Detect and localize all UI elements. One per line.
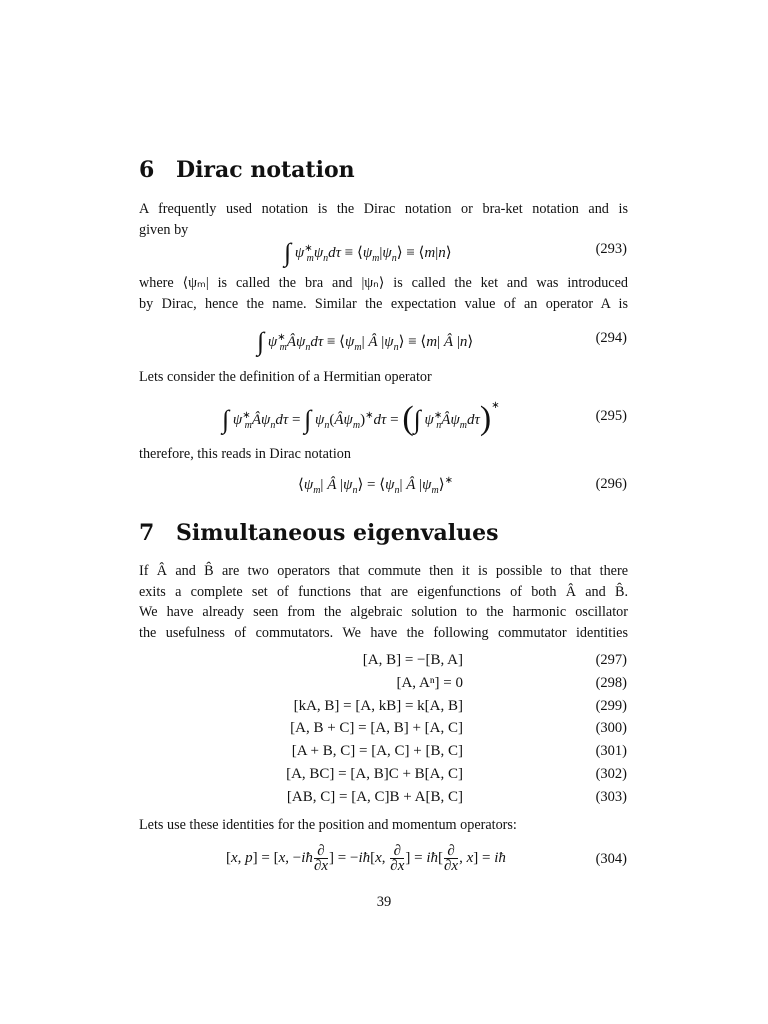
- equation-number: (302): [595, 765, 627, 782]
- equation-295: ∫ $\psi^∗_mÂ\psi_nd\tau$ = ∫ $\psi_n(Â\psi_m)^∗d\tau$ = (∫ $\psi^∗_nÂ\psi_md\tau)^∗$: [222, 400, 500, 437]
- equation-number: (297): [595, 652, 627, 668]
- text-line: Lets use these identities for the position and momentum operators:: [139, 817, 517, 833]
- identity-302: [A, BC] = [A, B]C + B[A, C]: [286, 765, 463, 782]
- section-title: Simultaneous eigenvalues: [176, 520, 499, 546]
- equation-number: (304): [595, 851, 627, 867]
- text-line: A frequently used notation is the Dirac notation or bra-ket notation and is: [139, 201, 628, 217]
- text-line: If Â and B̂ are two operators that commute then it is possible to that there: [139, 563, 628, 579]
- equation-number: (293): [595, 241, 627, 257]
- text-line: where ⟨ψₘ| is called the bra and |ψₙ⟩ is called the ket and was introduced: [139, 275, 628, 291]
- identity-297: [A, B] = −[B, A]: [362, 652, 463, 668]
- section-title: Dirac notation: [176, 157, 355, 183]
- page-number: 39: [376, 894, 392, 910]
- identity-301: [A + B, C] = [A, C] + [B, C]: [291, 743, 463, 760]
- section-heading-simultaneous-eigenvalues: [139, 520, 499, 546]
- equation-number: (299): [595, 697, 627, 714]
- paragraph-bra-ket: [139, 273, 628, 314]
- equation-294: ∫ $\psi^∗_mÂ\psi_nd\tau$ ≡ $⟨\psi_m|$ Â $|\psi_n⟩$ ≡ ⟨m| Â |n⟩: [257, 327, 474, 356]
- equation-296: $⟨\psi_m|$ Â $|\psi_n⟩$ = $⟨\psi_n|$ Â $|\psi_m⟩^∗$: [298, 475, 453, 496]
- identity-299: [kA, B] = [A, kB] = k[A, B]: [293, 697, 463, 714]
- text-line: given by: [139, 221, 189, 238]
- text-line: the usefulness of commutators. We have the following commutator identities: [139, 624, 628, 641]
- text-line: by Dirac, hence the name. Similar the expectation value of an operator A is: [139, 295, 628, 312]
- paragraph-hermitian: [139, 367, 628, 388]
- section-number: 7: [139, 520, 155, 546]
- equation-number: (294): [595, 330, 627, 346]
- section-heading-dirac-notation: [139, 157, 355, 183]
- equation-number: (295): [595, 408, 627, 424]
- identity-303: [AB, C] = [A, C]B + A[B, C]: [286, 788, 463, 805]
- text-line: exits a complete set of functions that are eigenfunctions of both Â and B̂.: [139, 583, 628, 600]
- text-line: We have already seen from the algebraic solution to the harmonic oscillator: [139, 604, 628, 620]
- identity-300: [A, B + C] = [A, B] + [A, C]: [290, 720, 463, 737]
- equation-number: (300): [595, 720, 627, 737]
- commutator-identities: [286, 649, 463, 809]
- section-number: 6: [139, 157, 155, 183]
- identity-298: [A, Aⁿ] = 0: [396, 674, 463, 691]
- equation-number: (298): [595, 674, 627, 691]
- equation-number: (296): [595, 476, 627, 492]
- equation-number: (301): [595, 743, 627, 760]
- equation-number: (303): [595, 788, 627, 805]
- identity-equation-numbers: [596, 649, 627, 809]
- paragraph-commute: [139, 561, 628, 643]
- equation-293: ∫ $\psi^∗_m\psi_nd\tau$ ≡ $⟨\psi_m|\psi_n⟩$ ≡ ⟨m|n⟩: [284, 238, 452, 267]
- text-line: therefore, this reads in Dirac notation: [139, 446, 351, 462]
- paragraph-position-momentum: [139, 815, 628, 836]
- paragraph-therefore: [139, 444, 628, 465]
- text-line: Lets consider the definition of a Hermitian operator: [139, 369, 432, 385]
- equation-304: [x, p] = [x, −iħ $\frac{\partial}{\partial x}$ ] = −iħ[x, $\frac{\partial}{\partial x}$ ] = iħ[ $\frac{\partial}{\partial x}$ , x] = iħ: [226, 843, 506, 875]
